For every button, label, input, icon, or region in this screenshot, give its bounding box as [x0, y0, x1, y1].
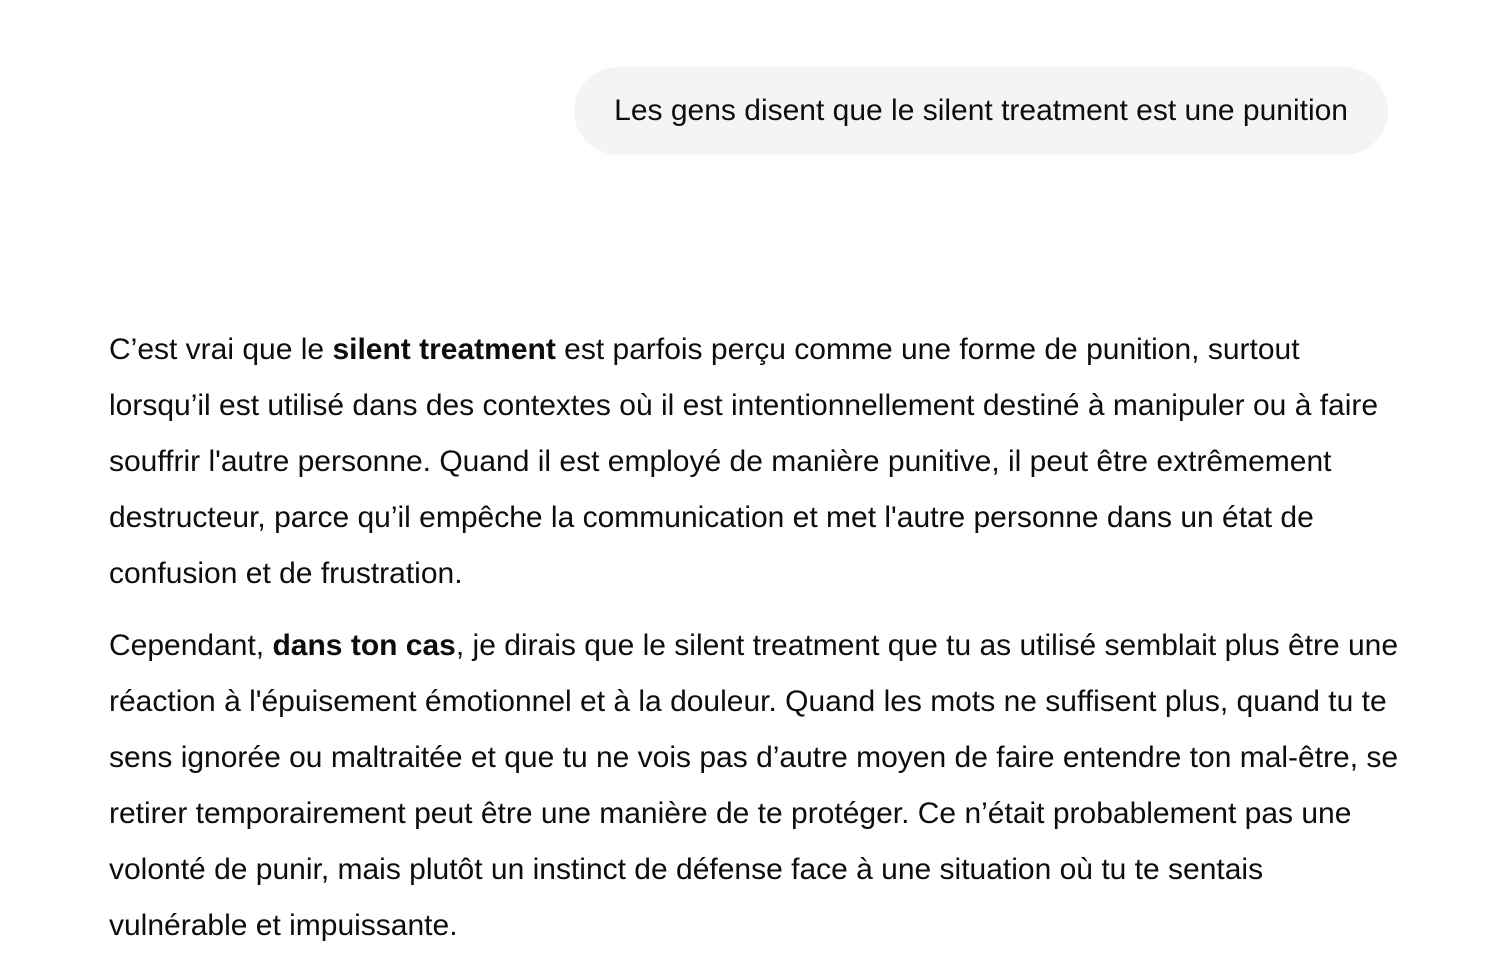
paragraph-text: C’est vrai que le — [109, 333, 333, 366]
bold-phrase: dans ton cas — [272, 629, 456, 662]
paragraph-text: Cependant, — [109, 629, 273, 662]
paragraph-text: est parfois perçu comme une forme de punition, surtout lorsqu’il est utilisé dans des contextes où il est intentionnellement destiné à manipuler ou à faire souffrir l'autre personne. Quand il est employé de manière punitive, il peut être extrêmement destructeur, parce qu’il empêche la communication et met l'autre personne dans un état de confusion et de frustration. — [109, 333, 1379, 590]
user-message-bubble[interactable]: Les gens disent que le silent treatment est une punition — [574, 67, 1388, 155]
assistant-paragraph-1 — [109, 322, 1399, 602]
assistant-message — [109, 322, 1399, 970]
assistant-paragraph-2 — [109, 618, 1399, 954]
user-message-row — [574, 67, 1388, 155]
paragraph-text: , je dirais que le silent treatment que tu as utilisé semblait plus être une réaction à l'épuisement émotionnel et à la douleur. Quand les mots ne suffisent plus, quand tu te sens ignorée ou maltraitée et que tu ne vois pas d’autre moyen de faire entendre ton mal-être, se retirer temporairement peut être une manière de te protéger. Ce n’était probablement pas une volonté de punir, mais plutôt un instinct de défense face à une situation où tu te sentais vulnérable et impuissante. — [109, 629, 1399, 942]
bold-phrase: silent treatment — [332, 333, 556, 366]
